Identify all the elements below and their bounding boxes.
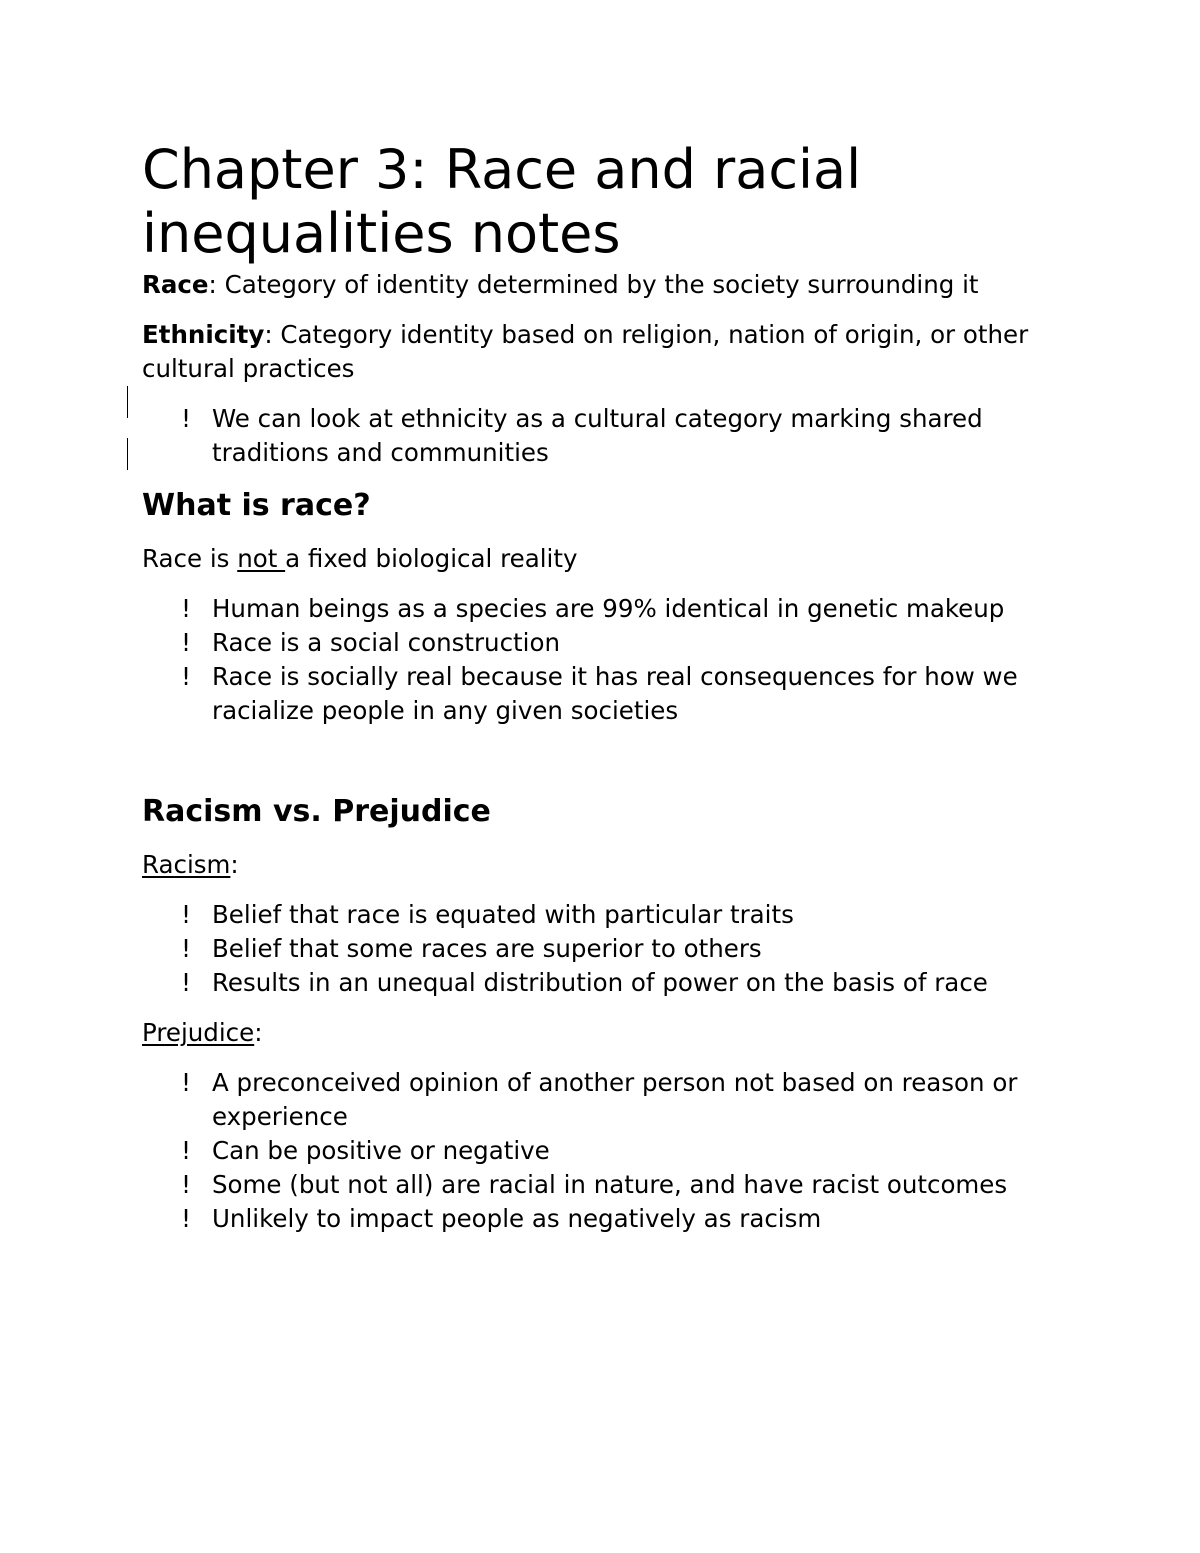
prejudice-bullet-list (142, 1066, 1072, 1236)
ethnicity-definition-text: : Category identity based on religion, nation of origin, or other cultural practices (142, 320, 1029, 383)
racism-label-line (142, 848, 1072, 882)
bullet-icon: ! (181, 934, 191, 963)
bullet-icon: ! (181, 1068, 191, 1097)
what-is-race-bullet-list (142, 592, 1072, 728)
list-item (142, 1066, 1072, 1134)
race-lead-before: Race is (142, 544, 238, 573)
ethnicity-term: Ethnicity (142, 320, 265, 349)
prejudice-label: Prejudice (142, 1018, 255, 1047)
prejudice-colon: : (254, 1018, 263, 1047)
bullet-icon: ! (181, 628, 191, 657)
list-item (142, 966, 1072, 1000)
ethnicity-definition (142, 318, 1072, 386)
race-lead-sentence (142, 542, 1072, 576)
racism-colon: : (230, 850, 239, 879)
bullet-icon: ! (181, 1170, 191, 1199)
race-definition (142, 268, 1072, 302)
list-item-text: Results in an unequal distribution of power on the basis of race (212, 968, 988, 997)
list-item-text: Race is socially real because it has real consequences for how we racialize people in any given societies (212, 662, 1018, 725)
list-item-text: Belief that race is equated with particular traits (212, 900, 794, 929)
bullet-icon: ! (181, 1204, 191, 1233)
list-item (142, 592, 1072, 626)
bullet-icon: ! (181, 1136, 191, 1165)
bullet-icon: ! (181, 968, 191, 997)
racism-label: Racism (142, 850, 231, 879)
bullet-icon: ! (181, 404, 191, 433)
revision-bar-1 (127, 386, 128, 418)
list-item (142, 1134, 1072, 1168)
bullet-icon: ! (181, 594, 191, 623)
list-item-text: Unlikely to impact people as negatively as racism (212, 1204, 822, 1233)
racism-bullet-list (142, 898, 1072, 1000)
revision-bar-2 (127, 438, 128, 470)
list-item-text: Belief that some races are superior to others (212, 934, 762, 963)
list-item-text: A preconceived opinion of another person not based on reason or experience (212, 1068, 1018, 1131)
list-item-text: Race is a social construction (212, 628, 560, 657)
race-definition-text: : Category of identity determined by the society surrounding it (208, 270, 979, 299)
ethnicity-bullet-list (142, 402, 1072, 470)
list-item-text: Human beings as a species are 99% identical in genetic makeup (212, 594, 1005, 623)
list-item-text: Can be positive or negative (212, 1136, 550, 1165)
list-item-text: We can look at ethnicity as a cultural category marking shared traditions and communities (212, 404, 983, 467)
list-item-text: Some (but not all) are racial in nature, and have racist outcomes (212, 1170, 1008, 1199)
list-item (142, 402, 1072, 470)
page-title: Chapter 3: Race and racial inequalities notes (142, 138, 862, 265)
list-item (142, 660, 1072, 728)
document-page (142, 138, 1072, 1236)
section-heading-racism-vs-prejudice: Racism vs. Prejudice (142, 794, 491, 829)
list-item (142, 932, 1072, 966)
list-item (142, 1202, 1072, 1236)
section-heading-what-is-race: What is race? (142, 488, 371, 523)
race-term: Race (142, 270, 209, 299)
list-item (142, 898, 1072, 932)
list-item (142, 1168, 1072, 1202)
bullet-icon: ! (181, 662, 191, 691)
race-lead-after: a fixed biological reality (285, 544, 578, 573)
list-item (142, 626, 1072, 660)
race-lead-underlined: not (237, 544, 286, 573)
bullet-icon: ! (181, 900, 191, 929)
prejudice-label-line (142, 1016, 1072, 1050)
